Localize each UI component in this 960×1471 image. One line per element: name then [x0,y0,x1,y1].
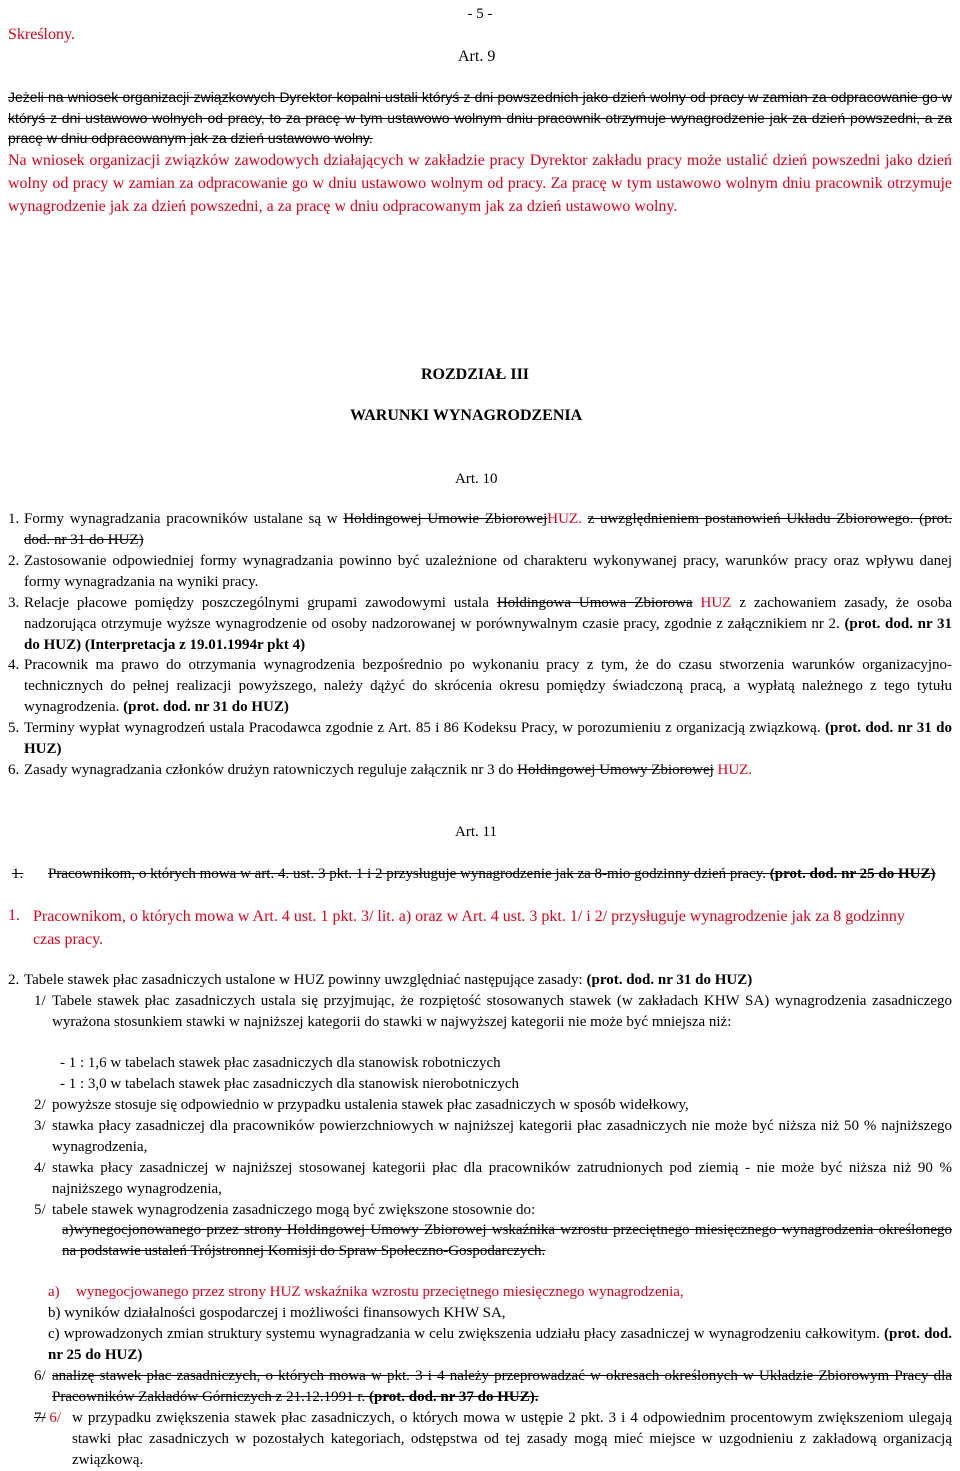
art11-i6-num: 6/ [34,1368,46,1384]
art11-p1-new-num: 1. [8,907,20,924]
art10-p4-num: 4. [8,657,20,673]
art10-p5: Terminy wypłat wynagrodzeń ustala Pracodawca zgodnie z Art. 85 i 86 Kodeksu Pracy, w porozumieniu z organizacją związkową. (prot. dod. nr 31 do HUZ) [24,720,952,757]
chapter-number: ROZDZIAŁ III [421,366,530,383]
art11-p2-num: 2. [8,972,20,988]
art11-p1-old: Pracownikom, o których mowa w art. 4. ust. 3 pkt. 1 i 2 przysługuje wynagrodzenie jak za 8-mio godzinny dzień pracy. (prot. dod. nr 25 do HUZ) [48,866,936,882]
art10-p3: Relacje płacowe pomiędzy poszczególnymi grupami zawodowymi ustala Holdingowa Umowa Zbiorowa HUZ z zachowaniem zasady, że osoba nadzorująca otrzymuje wyższe wynagrodzenie od osoby nadzorowanej w porównywalnym czasie pracy, zgodnie z załącznikiem nr 2. (prot. dod. nr 31 do HUZ) (Interpretacja z 19.01.1994r pkt 4) [24,595,952,653]
art11-i3: stawka płacy zasadniczej dla pracowników powierzchniowych w najniższej kategorii płac zasadniczych nie może być niższa niż 50 % najniższego wynagrodzenia, [52,1118,952,1155]
art11-i2-num: 2/ [34,1097,46,1113]
art10-p4: Pracownik ma prawo do otrzymania wynagrodzenia bezpośrednio po wykonaniu pracy z tym, że do czasu stworzenia warunków organizacyjno-technicznych do pełnej realizacji powyższego, należy dążyć do skrócenia okresu pomiędzy świadczoną pracą, a wypłatą należnego z tego tytułu wynagrodzenia. (prot. dod. nr 31 do HUZ) [24,657,952,715]
art11-i2: powyższe stosuje się odpowiednio w przypadku ustalenia stawek płac zasadniczych w sposób widełkowy, [52,1097,689,1113]
art11-c: c) wprowadzonych zmian struktury systemu wynagradzania w celu zwiększenia udziału płacy zasadniczej w wynagrodzeniu całkowitym. (prot. dod. nr 25 do HUZ) [48,1326,953,1363]
art11-p2: Tabele stawek płac zasadniczych ustalone w HUZ powinny uwzględniać następujące zasady: (prot. dod. nr 31 do HUZ) [24,972,753,988]
art10-p1-num: 1. [8,511,20,527]
art11-i7-nums: 7/ 6/ [34,1410,62,1426]
art11-i5-num: 5/ [34,1202,46,1218]
art11-i6: analizę stawek płac zasadniczych, o których mowa w pkt. 3 i 4 należy przeprowadzać w okresach określonych w Układzie Zbiorowym Pracy dla Pracowników Zakładów Górniczych z 21.12.1991 r. (prot. dod. nr 37 do HUZ). [52,1368,952,1405]
art11-a-old: a)wynegocjonowanego przez strony Holdingowej Umowy Zbiorowej wskaźnika wzrostu przeciętnego miesięcznego wynagrodzenia określonego na podstawie ustaleń Trójstronnej Komisji do Spraw Społeczno-Gospodarczych. [62,1222,952,1259]
struck-note: Skreślony. [8,26,75,43]
art11-i1-dash1: - 1 : 1,6 w tabelach stawek płac zasadniczych dla stanowisk robotniczych [60,1055,501,1071]
art11-i5: tabele stawek wynagrodzenia zasadniczego mogą być zwiększone stosownie do: [52,1202,536,1218]
page-number: - 5 - [467,6,493,22]
art10-p5-num: 5. [8,720,20,736]
art11-i1-num: 1/ [34,993,46,1009]
art10-p2: Zastosowanie odpowiedniej formy wynagradzania powinno być uzależnione od charakteru wykonywanej pracy, warunków pracy oraz wpływu danej formy wynagradzania na wyniki pracy. [24,553,952,590]
art11-p1-new: Pracownikom, o których mowa w Art. 4 ust. 1 pkt. 3/ lit. a) oraz w Art. 4 ust. 3 pkt. 1/ i 2/ przysługuje wynagrodzenie jak za 8 godzinny czas pracy. [33,908,905,948]
art11-i4-num: 4/ [34,1160,46,1176]
art11-i1: Tabele stawek płac zasadniczych ustala się przyjmując, że rozpiętość stosowanych stawek (w zakładach KHW SA) wynagrodzenia zasadniczego wyrażona stosunkiem stawki w najniższej kategorii do stawki w najwyższej kategorii nie może być mniejsza niż: [52,993,952,1030]
art10-p6: Zasady wynagradzania członków drużyn ratowniczych reguluje załącznik nr 3 do Holdingowej Umowy Zbiorowej HUZ. [24,762,753,778]
art9-heading: Art. 9 [458,48,496,65]
chapter-title: WARUNKI WYNAGRODZENIA [350,407,583,424]
art11-heading: Art. 11 [455,824,497,840]
art11-i4: stawka płacy zasadniczej w najniższej stosowanej kategorii płac dla pracowników zatrudnionych pod ziemią - nie może być niższa niż 90 % najniższego wynagrodzenia, [52,1160,952,1197]
art11-a-new-num: a) [48,1284,60,1300]
art11-b: b) wyników działalności gospodarczej i możliwości finansowych KHW SA, [48,1305,506,1321]
art11-i1-dash2: - 1 : 3,0 w tabelach stawek płac zasadniczych dla stanowisk nierobotniczych [60,1076,520,1092]
art9-new-text: Na wniosek organizacji związków zawodowych działających w zakładzie pracy Dyrektor zakładu pracy może ustalić dzień powszedni jako dzień wolny od pracy w zamian za odpracowanie go w dniu ustawowo wolnym od pracy. Za pracę w tym ustawowo wolnym dniu pracownik otrzymuje wynagrodzenie jak za dzień powszedni, a za pracę w dniu odpracowanym jak za dzień ustawowo wolny. [8,152,952,215]
art10-p2-num: 2. [8,553,20,569]
art11-p1-old-num: 1. [12,866,24,882]
art10-p6-num: 6. [8,762,20,778]
art11-i3-num: 3/ [34,1118,46,1134]
art9-struck-text: Jeżeli na wniosek organizacji związkowych Dyrektor kopalni ustali któryś z dni powszednich jako dzień wolny od pracy w zamian za odpracowanie go w któryś z dni ustawowo wolnych od pracy, to za pracę w tym ustawowo wolnym dniu pracownik otrzymuje wynagrodzenie jak za dzień powszedni, a za pracę w dniu odpracowanym jak za dzień ustawowo wolny. [8,89,952,146]
art11-a-new: wynegocjowanego przez strony HUZ wskaźnika wzrostu przeciętnego miesięcznego wynagrodzenia, [76,1284,684,1300]
art10-heading: Art. 10 [455,471,498,487]
art11-i7: w przypadku zwiększenia stawek płac zasadniczych, o których mowa w ustępie 2 pkt. 3 i 4 odpowiednim procentowym zwiększeniom ulegają stawki płac zasadniczych w pozostałych kategoriach, odstępstwa od tej zasady mogą mieć miejsce w uzgodnieniu z zakładową organizacją związkową. [72,1410,952,1468]
art10-p3-num: 3. [8,595,20,611]
art10-p1: Formy wynagradzania pracowników ustalane są w Holdingowej Umowie ZbiorowejHUZ. z uwzględnieniem postanowień Układu Zbiorowego. (prot. dod. nr 31 do HUZ) [24,511,953,548]
